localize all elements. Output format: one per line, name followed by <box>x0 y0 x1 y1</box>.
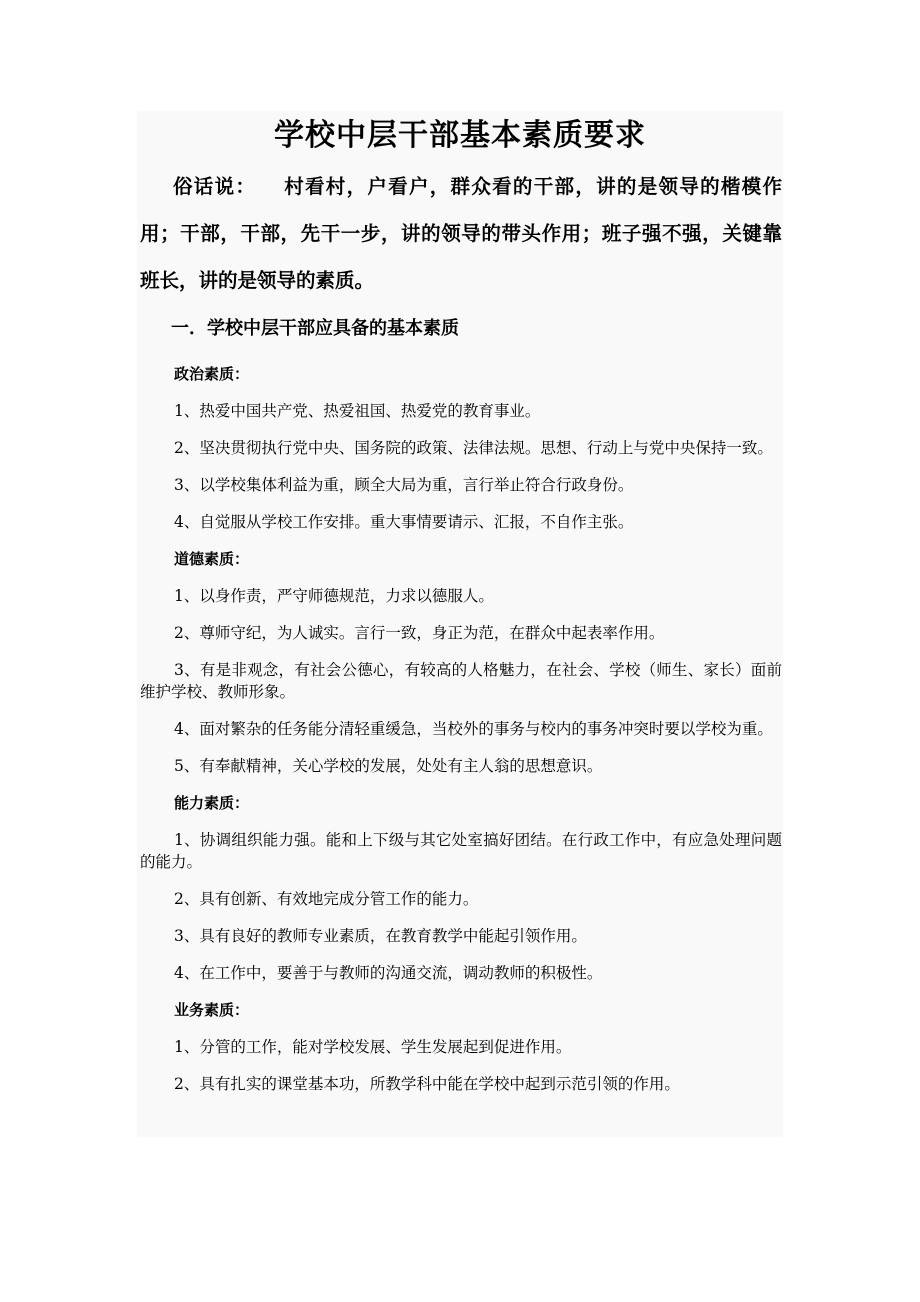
intro-lead: 俗话说： <box>173 175 257 198</box>
section-heading: 一．学校中层干部应具备的基本素质 <box>171 318 459 339</box>
category-heading-moral: 道德素质： <box>174 550 250 568</box>
list-item: 1、以身作责，严守师德规范，力求以德服人。 <box>174 587 494 605</box>
document-title: 学校中层干部基本素质要求 <box>274 118 646 153</box>
list-item: 1、协调组织能力强。能和上下级与其它处室搞好团结。在行政工作中，有应急处理问题的能力。 <box>140 831 782 871</box>
list-item: 5、有奉献精神，关心学校的发展，处处有主人翁的思想意识。 <box>174 757 603 775</box>
list-item: 4、自觉服从学校工作安排。重大事情要请示、汇报，不自作主张。 <box>174 513 634 531</box>
intro-text: 村看村，户看户，群众看的干部，讲的是领导的楷模作用；干部，干部，先干一步，讲的领导的带头作用；班子强不强，关键靠班长，讲的是领导的素质。 <box>140 175 782 292</box>
intro-paragraph <box>140 163 782 304</box>
list-item: 2、坚决贯彻执行党中央、国务院的政策、法律法规。思想、行动上与党中央保持一致。 <box>174 439 773 457</box>
list-item: 2、具有创新、有效地完成分管工作的能力。 <box>174 890 479 908</box>
list-item: 4、面对繁杂的任务能分清轻重缓急，当校外的事务与校内的事务冲突时要以学校为重。 <box>174 720 773 738</box>
list-item: 3、有是非观念，有社会公德心，有较高的人格魅力，在社会、学校（师生、家长）面前维护学校、教师形象。 <box>140 661 782 701</box>
category-heading-ability: 能力素质： <box>174 794 250 812</box>
list-item: 2、具有扎实的课堂基本功，所教学科中能在学校中起到示范引领的作用。 <box>174 1075 680 1093</box>
qualities-body <box>140 363 782 1110</box>
list-item: 1、热爱中国共产党、热爱祖国、热爱党的教育事业。 <box>174 402 541 420</box>
category-heading-political: 政治素质： <box>174 365 250 383</box>
list-item: 4、在工作中，要善于与教师的沟通交流，调动教师的积极性。 <box>174 964 603 982</box>
list-item: 3、具有良好的教师专业素质，在教育教学中能起引领作用。 <box>174 927 587 945</box>
list-item: 1、分管的工作，能对学校发展、学生发展起到促进作用。 <box>174 1038 572 1056</box>
document-page <box>137 111 783 1137</box>
category-heading-professional: 业务素质： <box>174 1001 250 1019</box>
list-item: 3、以学校集体利益为重，顾全大局为重，言行举止符合行政身份。 <box>174 476 634 494</box>
list-item: 2、尊师守纪，为人诚实。言行一致，身正为范，在群众中起表率作用。 <box>174 624 665 642</box>
